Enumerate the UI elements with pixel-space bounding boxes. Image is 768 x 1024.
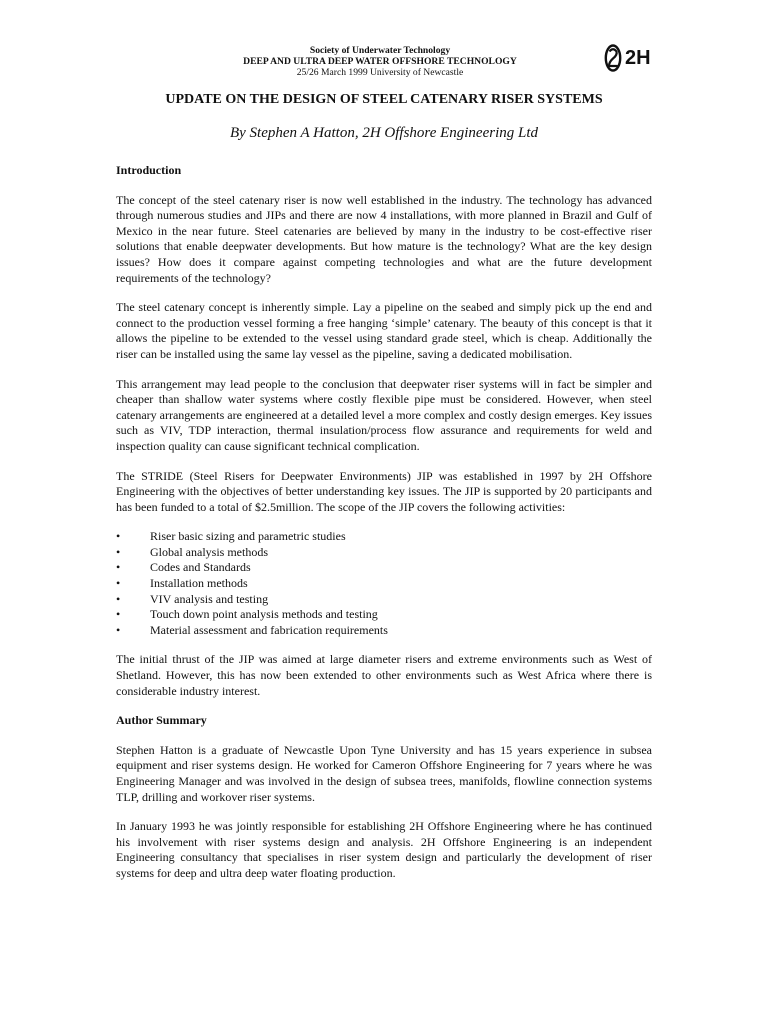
conference-name: DEEP AND ULTRA DEEP WATER OFFSHORE TECHNOLOGY xyxy=(243,56,517,67)
bullet-icon: • xyxy=(116,622,121,637)
list-item-text: Global analysis methods xyxy=(150,544,268,559)
2h-logo-icon xyxy=(604,44,622,72)
jip-activities-list xyxy=(116,529,652,638)
paper-body xyxy=(116,163,652,896)
intro-paragraph-5: The initial thrust of the JIP was aimed at large diameter risers and extreme environments such as West of Shetland. However, this has now been extended to other environments such as West Africa where there is considerable industry interest. xyxy=(116,652,652,698)
company-logo xyxy=(604,44,651,72)
bullet-icon: • xyxy=(116,560,121,575)
list-item xyxy=(116,607,652,623)
list-item-text: Codes and Standards xyxy=(150,560,251,575)
list-item-text: VIV analysis and testing xyxy=(150,591,269,606)
bullet-icon: • xyxy=(116,529,121,544)
bullet-icon: • xyxy=(116,607,121,622)
list-item-text: Installation methods xyxy=(150,576,248,591)
society-name: Society of Underwater Technology xyxy=(309,45,451,56)
author-summary-heading: Author Summary xyxy=(116,713,207,728)
list-item xyxy=(116,529,652,545)
intro-paragraph-3: This arrangement may lead people to the conclusion that deepwater riser systems will in fact be simpler and cheaper than shallow water systems where costly flexible pipe must be considered. However, when steel catenary arrangements are engineered at a detailed level a more complex and costly design emerges. Key issues such as VIV, TDP interaction, thermal insulation/process flow assurance and requirements for weld and inspection quality can cause significant technical complication. xyxy=(116,376,652,453)
list-item xyxy=(116,592,652,608)
conference-date: 25/26 March 1999 University of Newcastle xyxy=(296,67,464,78)
list-item xyxy=(116,576,652,592)
author-paragraph-2: In January 1993 he was jointly responsible for establishing 2H Offshore Engineering where he has continued his involvement with riser systems design and analysis. 2H Offshore Engineering is an independent Engineering consultancy that specialises in riser system design and particularly the development of riser systems for deep and ultra deep water floating production. xyxy=(116,819,652,880)
logo-text: 2H xyxy=(625,46,651,69)
list-item xyxy=(116,560,652,576)
author-byline: By Stephen A Hatton, 2H Offshore Engineering Ltd xyxy=(229,125,539,141)
conference-header xyxy=(150,45,610,78)
list-item xyxy=(116,545,652,561)
bullet-icon: • xyxy=(116,576,121,591)
list-item-text: Riser basic sizing and parametric studies xyxy=(150,529,346,544)
introduction-heading: Introduction xyxy=(116,163,182,177)
intro-paragraph-4: The STRIDE (Steel Risers for Deepwater Environments) JIP was established in 1997 by 2H Offshore Engineering with the objectives of better understanding key issues. The JIP is supported by 20 participants and has been funded to a total of $2.5million. The scope of the JIP covers the following activities: xyxy=(116,468,652,514)
intro-paragraph-2: The steel catenary concept is inherently simple. Lay a pipeline on the seabed and simply pick up the end and connect to the production vessel forming a free hanging ‘simple’ catenary. The beauty of this concept is that it allows the pipeline to be extended to the vessel using standard grade steel, which is cheap. Additionally the riser can be installed using the same lay vessel as the pipeline, saving a dedicated mobilisation. xyxy=(116,300,652,361)
bullet-icon: • xyxy=(116,544,121,559)
list-item-text: Touch down point analysis methods and testing xyxy=(150,607,378,622)
bullet-icon: • xyxy=(116,591,121,606)
paper-title: UPDATE ON THE DESIGN OF STEEL CATENARY RISER SYSTEMS xyxy=(165,92,603,107)
list-item-text: Material assessment and fabrication requirements xyxy=(150,622,388,637)
list-item xyxy=(116,623,652,639)
intro-paragraph-1: The concept of the steel catenary riser is now well established in the industry. The technology has advanced through numerous studies and JIPs and there are now 4 installations, with more planned in Brazil and Gulf of Mexico in the near future. Steel catenaries are believed by many in the industry to be cost-effective riser solutions that enable deepwater developments. But how mature is the technology? What are the key design issues? How does it compare against competing technologies and what are the future development requirements of the technology? xyxy=(116,192,652,285)
author-paragraph-1: Stephen Hatton is a graduate of Newcastle Upon Tyne University and has 15 years experience in subsea equipment and riser systems design. He worked for Cameron Offshore Engineering for 7 years where he was Engineering Manager and was involved in the design of subsea trees, manifolds, flowline connection systems TLP, drilling and workover riser systems. xyxy=(116,742,652,804)
